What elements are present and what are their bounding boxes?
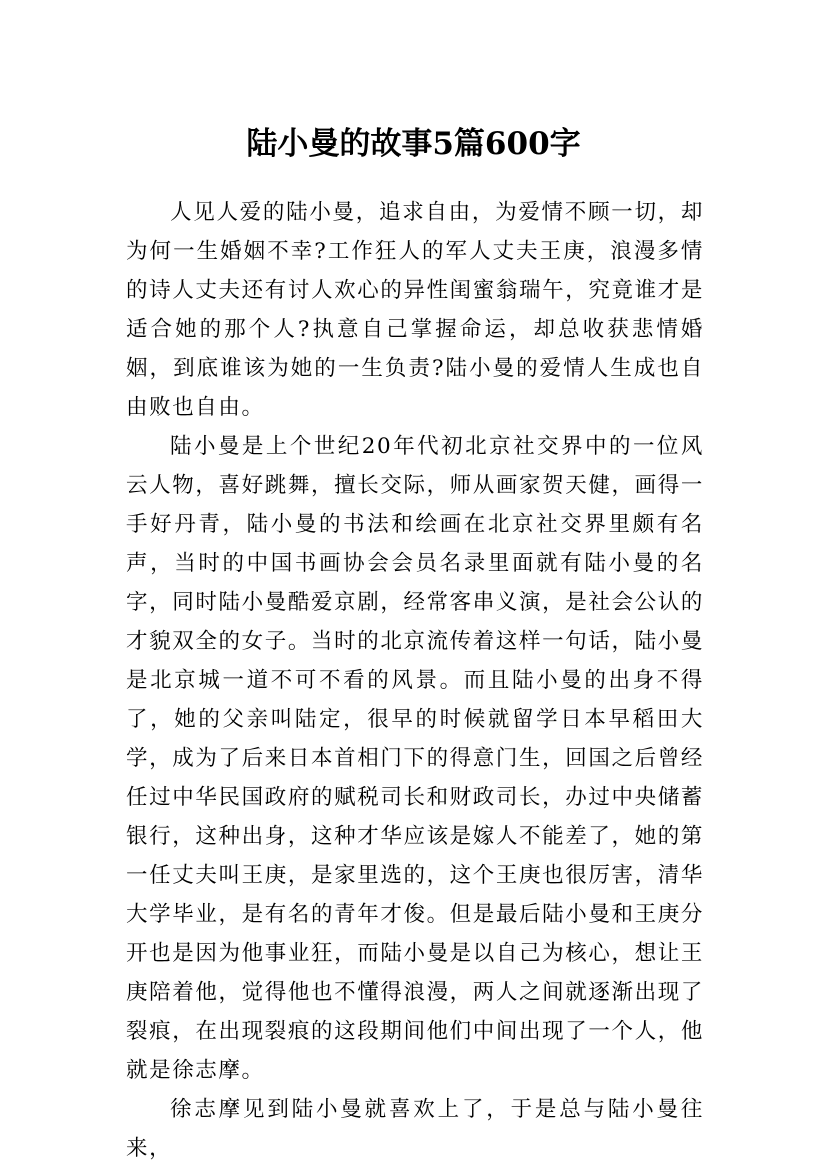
paragraph-1: 人见人爱的陆小曼，追求自由，为爱情不顾一切，却为何一生婚姻不幸?工作狂人的军人丈夫王庚，浪漫多情的诗人丈夫还有讨人欢心的异性闺蜜翁瑞午，究竟谁才是适合她的那个人?执意自己掌握命运，却总收获悲情婚姻，到底谁该为她的一生负责?陆小曼的爱情人生成也自由败也自由。 <box>126 200 704 420</box>
paragraph-3: 徐志摩见到陆小曼就喜欢上了，于是总与陆小曼往来， <box>126 1097 704 1161</box>
paragraph-2: 陆小曼是上个世纪20年代初北京社交界中的一位风云人物，喜好跳舞，擅长交际，师从画家贺天健，画得一手好丹青，陆小曼的书法和绘画在北京社交界里颇有名声，当时的中国书画协会会员名录里面就有陆小曼的名字，同时陆小曼酷爱京剧，经常客串义演，是社会公认的才貌双全的女子。当时的北京流传着这样一句话，陆小曼是北京城一道不可不看的风景。而且陆小曼的出身不得了，她的父亲叫陆定，很早的时候就留学日本早稻田大学，成为了后来日本首相门下的得意门生，回国之后曾经任过中华民国政府的赋税司长和财政司长，办过中央储蓄银行，这种出身，这种才华应该是嫁人不能差了，她的第一任丈夫叫王庚，是家里选的，这个王庚也很厉害，清华大学毕业，是有名的青年才俊。但是最后陆小曼和王庚分开也是因为他事业狂，而陆小曼是以自己为核心，想让王庚陪着他，觉得他也不懂得浪漫，两人之间就逐渐出现了裂痕，在出现裂痕的这段期间他们中间出现了一个人，他就是徐志摩。 <box>126 434 704 1083</box>
document-title: 陆小曼的故事5篇600字 <box>246 125 581 162</box>
document-body <box>126 193 704 1168</box>
